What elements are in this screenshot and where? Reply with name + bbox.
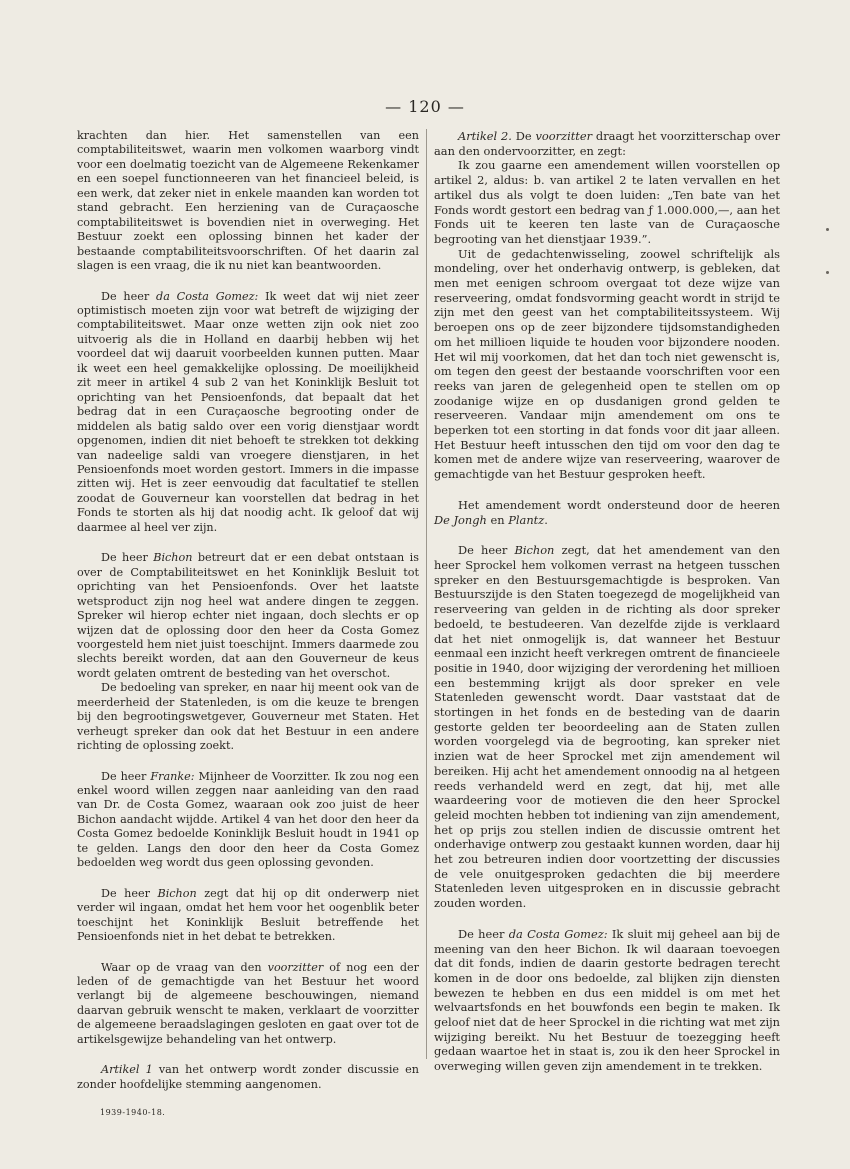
speaker-name: voorzitter	[267, 960, 324, 974]
speaker-name: Bichon	[157, 886, 197, 900]
paragraph: De heer Bichon zegt dat hij op dit onderwerp niet verder wil ingaan, omdat het hem voor het oogenblik beter toeschijnt het Koninklijk Besluit betreffende het Pensioenfonds niet in het debat te betrekken.	[77, 886, 419, 944]
paragraph: krachten dan hier. Het samenstellen van een comptabiliteitswet, waarin men volkomen waarborg vindt voor een doelmatig toezicht van de Algemeene Rekenkamer en een soepel functionneeren van het financieel beleid, is een werk, dat zeker niet in enkele maanden kan worden tot stand gebracht. Een herziening van de Curaçaosche comptabiliteitswet is bovendien niet in overweging. Het Bestuur zoekt een oplossing binnen het kader der bestaande comptabiliteitsvoorschriften. Of het daarin zal slagen is een vraag, die ik nu niet kan beantwoorden.	[77, 129, 419, 273]
paragraph: De bedoeling van spreker, en naar hij meent ook van de meerderheid der Statenleden, is om die keuze te brengen bij den begrootingswetgever, Gouverneur met Staten. Het verheugt spreker dan ook dat het Bestuur in een andere richting de oplossing zoekt.	[77, 681, 419, 753]
speaker-name: da Costa Gomez:	[156, 289, 259, 303]
scan-speck	[826, 228, 829, 231]
paragraph: Artikel 1 van het ontwerp wordt zonder discussie en zonder hoofdelijke stemming aangenomen.	[77, 1063, 420, 1091]
column-divider	[426, 129, 427, 1059]
paragraph: De heer Bichon betreurt dat er een debat ontstaan is over de Comptabiliteitswet en het Koninklijk Besluit tot oprichting van het Pensioenfonds. Over het laatste wetsproduct zijn nog heel wat andere dingen te zeggen. Spreker wil hierop echter niet ingaan, doch slechts er op wijzen dat de oplossing door den heer da Costa Gomez voorgesteld hem niet juist toeschijnt. Immers daarmede zou slechts bereikt worden, dat aan den Gouverneur de keus wordt gelaten omtrent de besteding van het overschot.	[77, 551, 419, 680]
paragraph: De heer da Costa Gomez: Ik weet dat wij niet zeer optimistisch moeten zijn voor wat betreft de wijziging der comptabiliteitswet. Maar onze wetten zijn ook niet zoo uitvoerig als die in Holland en daarbij hebben wij het voordeel dat wij daaruit voorbeelden kunnen putten. Maar ik weet een heel gemakkelijke oplossing. De moeilijkheid zit meer in artikel 4 sub 2 van het Koninklijk Besluit tot oprichting van het Pensioenfonds, dat bepaalt dat het bedrag dat in een Curaçaosche begrooting onder de middelen als batig saldo over een vorig dienstjaar wordt opgenomen, indien dit niet behoeft te strekken tot dekking van nadeelige saldi van vroegere dienstjaren, in het Pensioenfonds moet worden gestort. Immers in die impasse zitten wij. Het is zeer eenvoudig dat facultatief te stellen zoodat de Gouverneur kan voorstellen dat bedrag in het Fonds te storten als hij dat noodig acht. Ik geloof dat wij daarmee al heel ver zijn.	[77, 289, 420, 534]
speaker-name: Bichon	[153, 551, 193, 565]
speaker-name: da Costa Gomez:	[508, 926, 608, 941]
scan-speck	[826, 271, 829, 274]
paragraph: Artikel 2. De voorzitter draagt het voorzitterschap over aan den ondervoorzitter, en zegt:	[434, 129, 781, 158]
speaker-name: Artikel 2.	[458, 129, 512, 143]
speaker-name: Artikel 1	[101, 1063, 153, 1077]
left-column	[77, 129, 419, 1092]
paragraph: Het amendement wordt ondersteund door de heeren De Jongh en Plantz.	[434, 497, 780, 527]
paragraph: Ik zou gaarne een amendement willen voorstellen op artikel 2, aldus: b. van artikel 2 te laten vervallen en het artikel dus als volgt te doen luiden: „Ten bate van het Fonds wordt gestort een bedrag van ƒ 1.000.000,—, aan het Fonds uit te keeren ten laste van de Curaçaosche begrooting van het dienstjaar 1939.”.	[434, 158, 780, 246]
speaker-name: Bichon	[514, 543, 555, 558]
paragraph: De heer Franke: Mijnheer de Voorzitter. Ik zou nog een enkel woord willen zeggen naar aanleiding van den raad van Dr. de Costa Gomez, waaraan ook zoo juist de heer Bichon aandacht wijdde. Artikel 4 van het door den heer da Costa Gomez bedoelde Koninklijk Besluit houdt in 1941 op te gelden. Langs den door den heer da Costa Gomez bedoelden weg wordt dus geen oplossing gevonden.	[77, 769, 420, 870]
right-column	[434, 129, 780, 1074]
paragraph: De heer da Costa Gomez: Ik sluit mij geheel aan bij de meening van den heer Bichon. Ik wil daaraan toevoegen dat dit fonds, indien de daarin gestorte bedragen terecht komen in de door ons bedoelde, zal blijken zijn diensten bewezen te hebben en dus een middel is om met het welvaartsfonds en het bouwfonds een begin te maken. Ik geloof niet dat de heer Sprockel in die richting wat met zijn wijziging bereikt. Nu het Bestuur de toezegging heeft gedaan waartoe het in staat is, zou ik den heer Sprockel in overweging willen geven zijn amendement in te trekken.	[434, 926, 780, 1074]
footer-code: 1939-1940-18.	[100, 1108, 166, 1117]
paragraph: De heer Bichon zegt, dat het amendement van den heer Sprockel hem volkomen verrast na hetgeen tusschen spreker en den Bestuursgemachtigde is besproken. Van Bestuurszijde is den Staten toegezegd de mogelijkheid van reserveering van gelden in de richting als door spreker bedoeld, te bestudeeren. Van dezelfde zijde is verklaard dat het niet onmogelijk is, dat wanneer het Bestuur eenmaal een inzicht heeft verkregen omtrent de financieele positie in 1940, door wijziging der verordening het millioen een bestemming krijgt als door spreker en vele Statenleden gewenscht wordt. Daar vaststaat dat de stortingen in het fonds en de besteding van de daarin gestorte gelden ter beoordeeling aan de Staten zullen worden voorgelegd via de begrooting, kan spreker niet inzien wat de heer Sprockel met zijn amendement wil bereiken. Hij acht het amendement onnoodig na al hetgeen reeds verhandeld werd en zegt, dat hij, met alle waardeering voor de motieven die den heer Sprockel geleid mochten hebben tot indiening van zijn amendement, het op prijs zou stellen indien de discussie omtrent het onderhavige ontwerp zou gestaakt kunnen worden, daar hij het zou betreuren indien door voortzetting der discussies de vele onuitgesproken gedachten die bij meerdere Statenleden leven uitgesproken en in discussie gebracht zouden worden.	[434, 543, 780, 911]
paragraph: Uit de gedachtenwisseling, zoowel schriftelijk als mondeling, over het onderhavig ontwerp, is gebleken, dat men met eenigen schroom overgaat tot deze wijze van reserveering, omdat fondsvorming geacht wordt in strijd te zijn met den geest van het comptabiliteitssysteem. Wij beroepen ons op de zeer bijzondere tijdsomstandigheden om het millioen liquide te houden voor bijzondere nooden. Het wil mij voorkomen, dat het dan toch niet gewenscht is, om tegen den geest der bestaande voorschriften voor een reeks van jaren de gelegenheid open te stellen om op zoodanige wijze en op dusdanigen grond gelden te reserveeren. Vandaar mijn amendement om ons te beperken tot een storting in dat fonds voor dit jaar alleen. Het Bestuur heeft intusschen den tijd om voor den dag te komen met de andere wijze van reserveering, waarover de gemachtigde van het Bestuur gesproken heeft.	[434, 246, 780, 482]
paragraph: Waar op de vraag van den voorzitter of nog een der leden of de gemachtigde van het Bestuur het woord verlangt bij de algemeene beschouwingen, niemand daarvan gebruik wenscht te maken, verklaart de voorzitter de algemeene beraadslagingen gesloten en gaat over tot de artikelsgewijze behandeling van het ontwerp.	[77, 960, 420, 1046]
speaker-name: Franke:	[150, 769, 195, 783]
page-number: — 120 —	[385, 97, 465, 116]
